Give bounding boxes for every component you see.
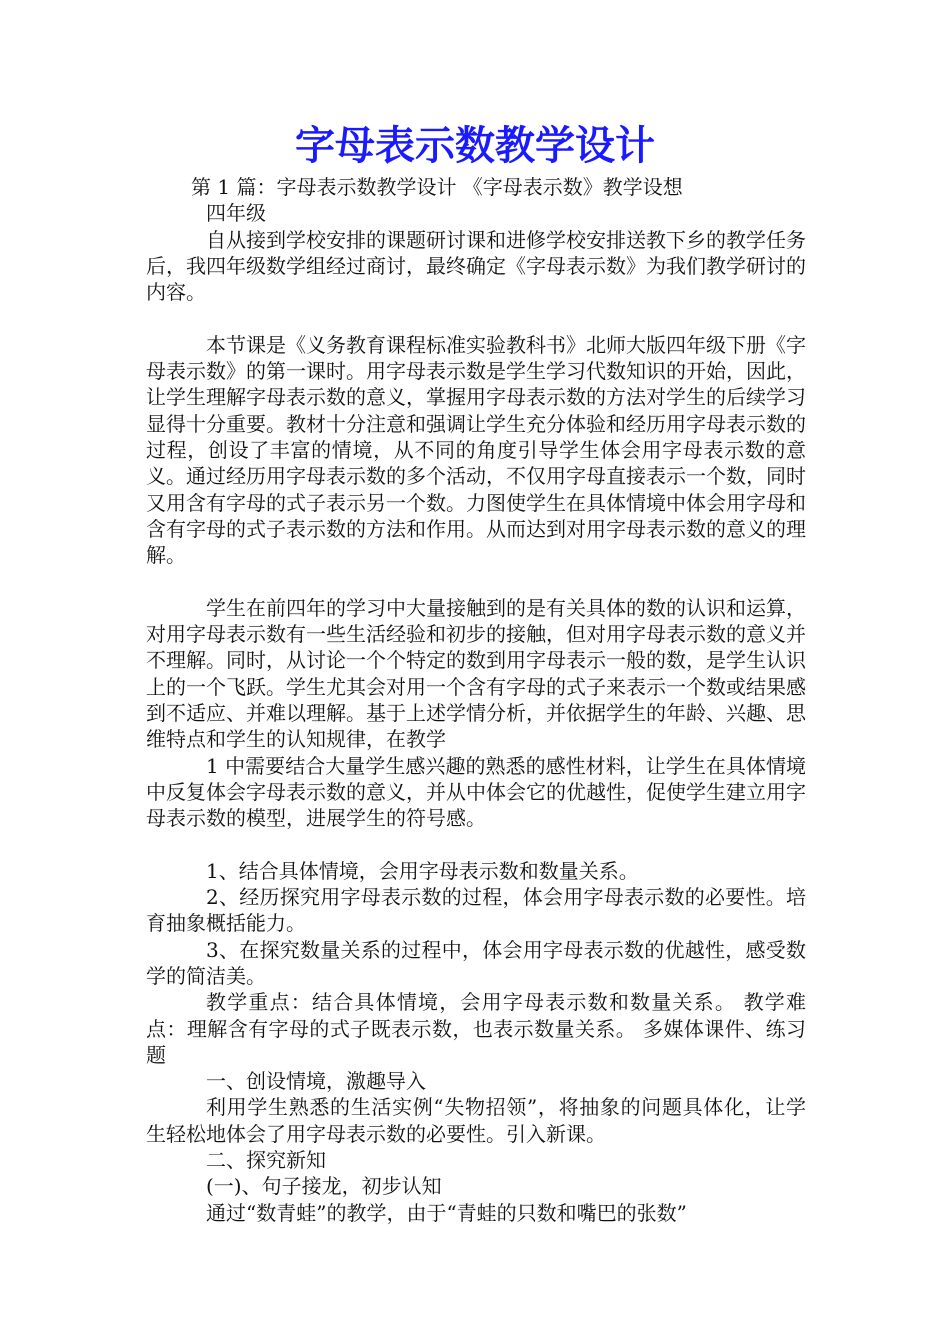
paragraph: 教学重点：结合具体情境，会用字母表示数和数量关系。 教学难点：理解含有字母的式子既表示数，也表示数量关系。 多媒体课件、练习题 bbox=[146, 990, 806, 1067]
paragraph-gap bbox=[146, 831, 806, 857]
document-subtitle: 第 1 篇：字母表示数教学设计 《字母表示数》教学设想 bbox=[191, 175, 683, 199]
paragraph: 自从接到学校安排的课题研讨课和进修学校安排送教下乡的教学任务后，我四年级数学组经过商讨，最终确定《字母表示数》为我们教学研讨的内容。 bbox=[146, 227, 806, 305]
paragraph: 通过“数青蛙”的教学，由于“青蛙的只数和嘴巴的张数” bbox=[206, 1200, 687, 1225]
section-heading: 一、创设情境，激趣导入 bbox=[206, 1069, 426, 1094]
document-title: 字母表示数教学设计 bbox=[295, 123, 655, 169]
document-body bbox=[146, 174, 806, 1226]
paragraph: 学生在前四年的学习中大量接触到的是有关具体的数的认识和运算，对用字母表示数有一些生活经验和初步的接触，但对用字母表示数的意义并不理解。同时，从讨论一个个特定的数到用字母表示一般的数，是学生认识上的一个飞跃。学生尤其会对用一个含有字母的式子来表示一个数或结果感到不适应、并难以理解。基于上述学情分析，并依据学生的年龄、兴趣、思维特点和学生的认知规律，在教学 bbox=[146, 595, 806, 752]
objective-item: 1、结合具体情境，会用字母表示数和数量关系。 bbox=[206, 858, 639, 883]
objective-item: 2、经历探究用字母表示数的过程，体会用字母表示数的必要性。培育抽象概括能力。 bbox=[146, 885, 806, 936]
paragraph-gap bbox=[146, 305, 806, 331]
section-heading: 二、探究新知 bbox=[206, 1147, 326, 1172]
paragraph: 本节课是《义务教育课程标准实验教科书》北师大版四年级下册《字母表示数》的第一课时。用字母表示数是学生学习代数知识的开始，因此，让学生理解字母表示数的意义，掌握用字母表示数的方法对学生的后续学习显得十分重要。教材十分注意和强调让学生充分体验和经历用字母表示数的过程，创设了丰富的情境，从不同的角度引导学生体会用字母表示数的意义。通过经历用字母表示数的多个活动，不仅用字母直接表示一个数，同时又用含有字母的式子表示另一个数。力图使学生在具体情境中体会用字母和含有字母的式子表示数的方法和作用。从而达到对用字母表示数的意义的理解。 bbox=[146, 332, 806, 568]
paragraph: 1 中需要结合大量学生感兴趣的熟悉的感性材料，让学生在具体情境中反复体会字母表示数的意义，并从中体会它的优越性，促使学生建立用字母表示数的模型，进展学生的符号感。 bbox=[146, 753, 806, 831]
paragraph-gap bbox=[146, 568, 806, 594]
paragraph: 利用学生熟悉的生活实例“失物招领”，将抽象的问题具体化，让学生轻松地体会了用字母表示数的必要性。引入新课。 bbox=[146, 1095, 806, 1146]
objective-item: 3、在探究数量关系的过程中，体会用字母表示数的优越性，感受数学的简洁美。 bbox=[146, 937, 806, 988]
grade-label: 四年级 bbox=[206, 201, 266, 226]
subsection-heading: (一)、句子接龙，初步认知 bbox=[206, 1174, 442, 1199]
